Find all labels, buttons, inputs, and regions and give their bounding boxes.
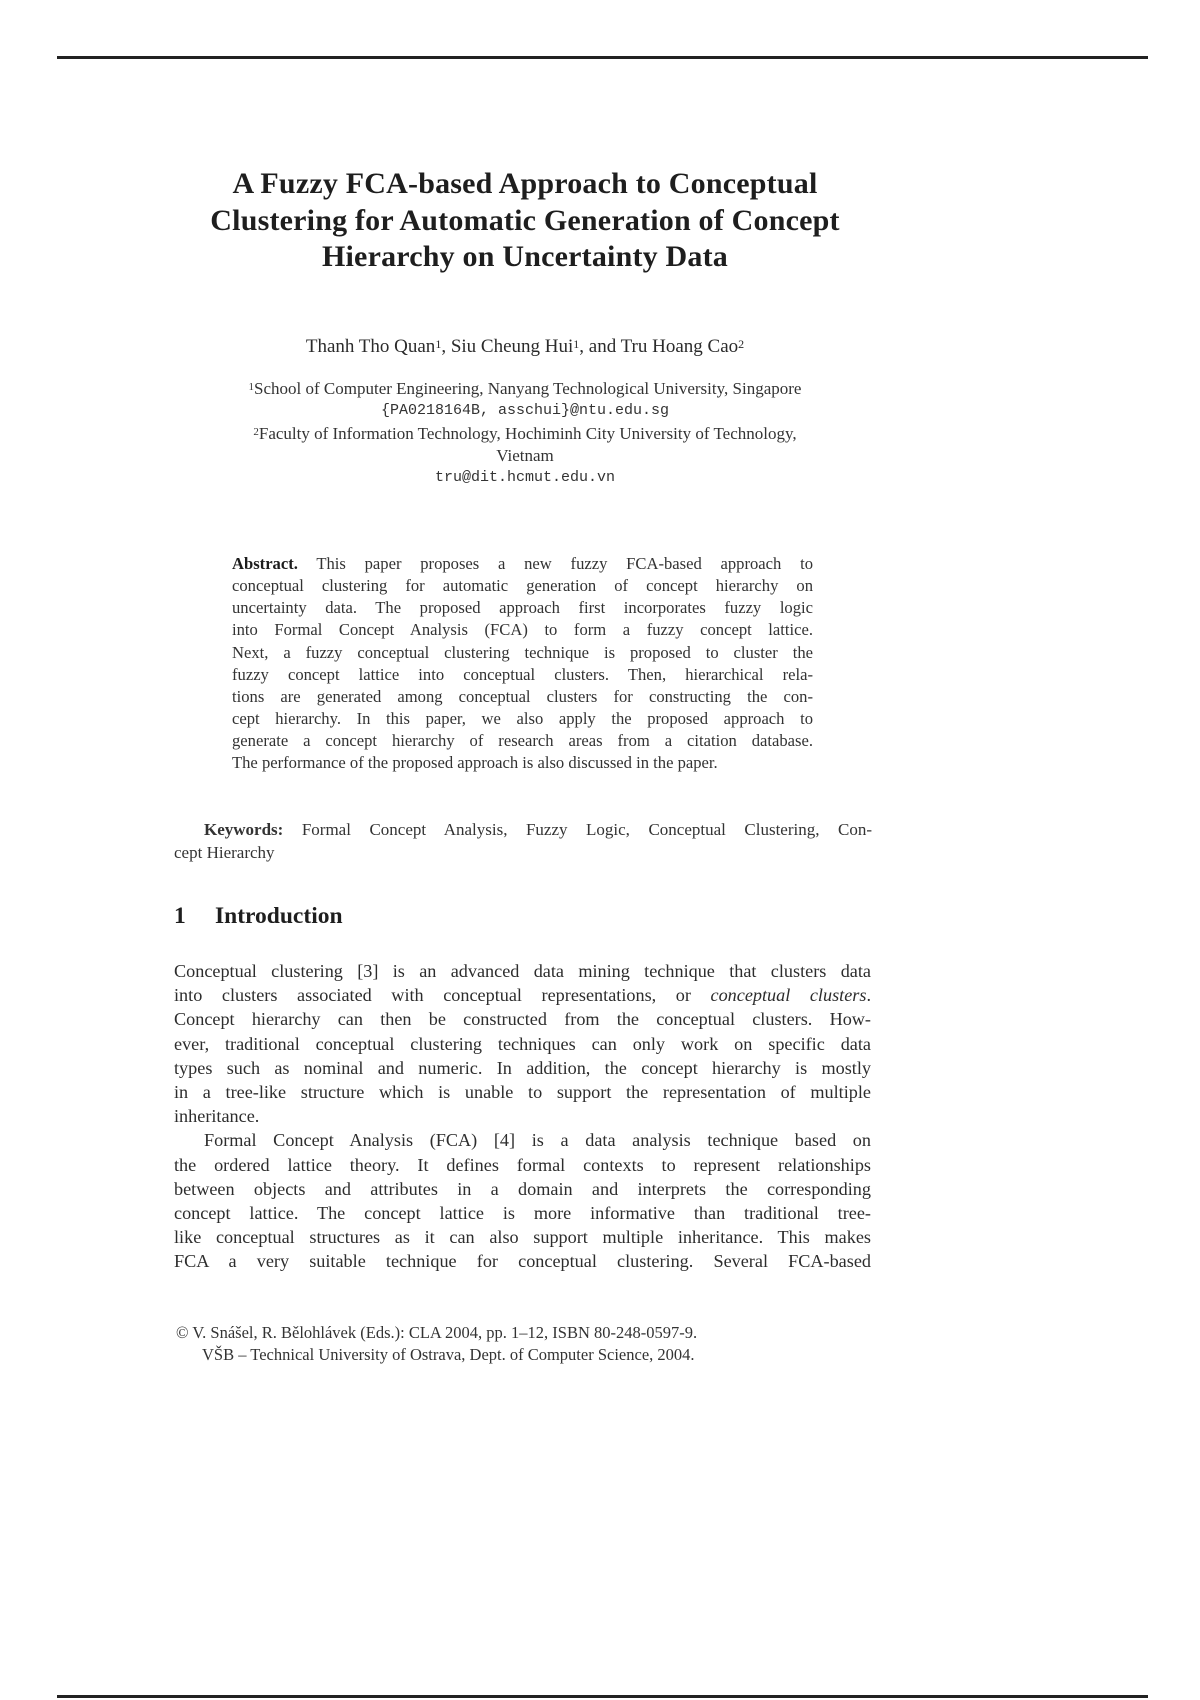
body-line: between objects and attributes in a domain and interprets the corresponding [174, 1178, 871, 1199]
title-line: Hierarchy on Uncertainty Data [321, 240, 728, 273]
body-line: into clusters associated with conceptual representations, or conceptual clusters. [174, 985, 871, 1006]
affiliation-mark: 2 [253, 425, 259, 438]
footnote-line: VŠB – Technical University of Ostrava, Dept. of Computer Science, 2004. [202, 1345, 695, 1364]
affiliation-1 [150, 378, 900, 400]
abstract-line: generate a concept hierarchy of research areas from a citation database. [232, 731, 813, 751]
abstract-line: Abstract. This paper proposes a new fuzzy FCA-based approach to [232, 554, 813, 573]
abstract [232, 553, 813, 774]
body-line: Concept hierarchy can then be constructed from the conceptual clusters. How- [174, 1009, 871, 1030]
title-line: A Fuzzy FCA-based Approach to Conceptual [232, 167, 818, 200]
abstract-label: Abstract. [232, 554, 298, 573]
affiliation-mark: 1 [435, 337, 442, 351]
body-line: concept lattice. The concept lattice is more informative than traditional tree- [174, 1202, 871, 1223]
abstract-line: conceptual clustering for automatic generation of concept hierarchy on [232, 576, 813, 596]
section-number: 1 [174, 903, 186, 929]
abstract-line: into Formal Concept Analysis (FCA) to form a fuzzy concept lattice. [232, 620, 813, 640]
body-line: like conceptual structures as it can also support multiple inheritance. This makes [174, 1227, 871, 1248]
bottom-rule [57, 1695, 1148, 1698]
abstract-line: fuzzy concept lattice into conceptual clusters. Then, hierarchical rela- [232, 664, 813, 684]
author-separator: , and [579, 336, 621, 357]
copyright-footnote [176, 1322, 697, 1366]
affiliation-text: School of Computer Engineering, Nanyang Technological University, Singapore [254, 379, 802, 398]
body-line: types such as nominal and numeric. In addition, the concept hierarchy is mostly [174, 1057, 871, 1078]
body-text [174, 959, 871, 1273]
affiliation-mark: 1 [248, 381, 255, 393]
author-name: Tru Hoang Cao [620, 336, 739, 357]
keywords-line: cept Hierarchy [174, 843, 275, 862]
keywords-label: Keywords: [204, 820, 284, 839]
emphasis: conceptual clusters [710, 985, 867, 1006]
body-line: in a tree-like structure which is unable to support the representation of multiple [174, 1081, 871, 1102]
affiliation-mark: 2 [738, 337, 745, 351]
section-title: Introduction [215, 903, 343, 929]
section-heading [174, 903, 343, 930]
affiliation-mark: 1 [573, 337, 580, 351]
body-line: inheritance. [174, 1106, 260, 1127]
title-line: Clustering for Automatic Generation of Concept [210, 203, 840, 237]
author-name: Siu Cheung Hui [450, 336, 574, 357]
paper-title [150, 166, 900, 276]
author-list [150, 335, 900, 359]
body-line: Conceptual clustering [3] is an advanced data mining technique that clusters data [174, 961, 871, 981]
top-rule [57, 56, 1148, 59]
footnote-line: © V. Snášel, R. Bělohlávek (Eds.): CLA 2004, pp. 1–12, ISBN 80-248-0597-9. [176, 1323, 698, 1342]
abstract-line: cept hierarchy. In this paper, we also apply the proposed approach to [232, 708, 813, 728]
body-line: ever, traditional conceptual clustering techniques can only work on specific data [174, 1033, 871, 1054]
abstract-line: Next, a fuzzy conceptual clustering technique is proposed to cluster the [232, 642, 813, 662]
author-name: Thanh Tho Quan [305, 336, 436, 357]
affiliation-1-email: {PA0218164B, asschui}@ntu.edu.sg [380, 402, 670, 420]
affiliation-2-country: Vietnam [496, 445, 554, 465]
keywords [174, 818, 872, 864]
affiliation-2 [150, 423, 900, 445]
body-line: FCA a very suitable technique for conceptual clustering. Several FCA-based [174, 1251, 871, 1272]
affiliation-text: Faculty of Information Technology, Hochiminh City University of Technology, [258, 423, 797, 443]
body-line: the ordered lattice theory. It defines formal contexts to represent relationships [174, 1154, 871, 1175]
abstract-line: uncertainty data. The proposed approach first incorporates fuzzy logic [232, 598, 813, 618]
body-line: Formal Concept Analysis (FCA) [4] is a data analysis technique based on [204, 1130, 871, 1151]
affiliation-2-email: tru@dit.hcmut.edu.vn [434, 469, 616, 487]
abstract-line: The performance of the proposed approach is also discussed in the paper. [232, 753, 718, 773]
author-separator: , [441, 336, 451, 357]
abstract-line: tions are generated among conceptual clusters for constructing the con- [232, 686, 813, 706]
keywords-line: Keywords: Formal Concept Analysis, Fuzzy Logic, Conceptual Clustering, Con- [204, 820, 872, 839]
affiliations [150, 378, 900, 489]
